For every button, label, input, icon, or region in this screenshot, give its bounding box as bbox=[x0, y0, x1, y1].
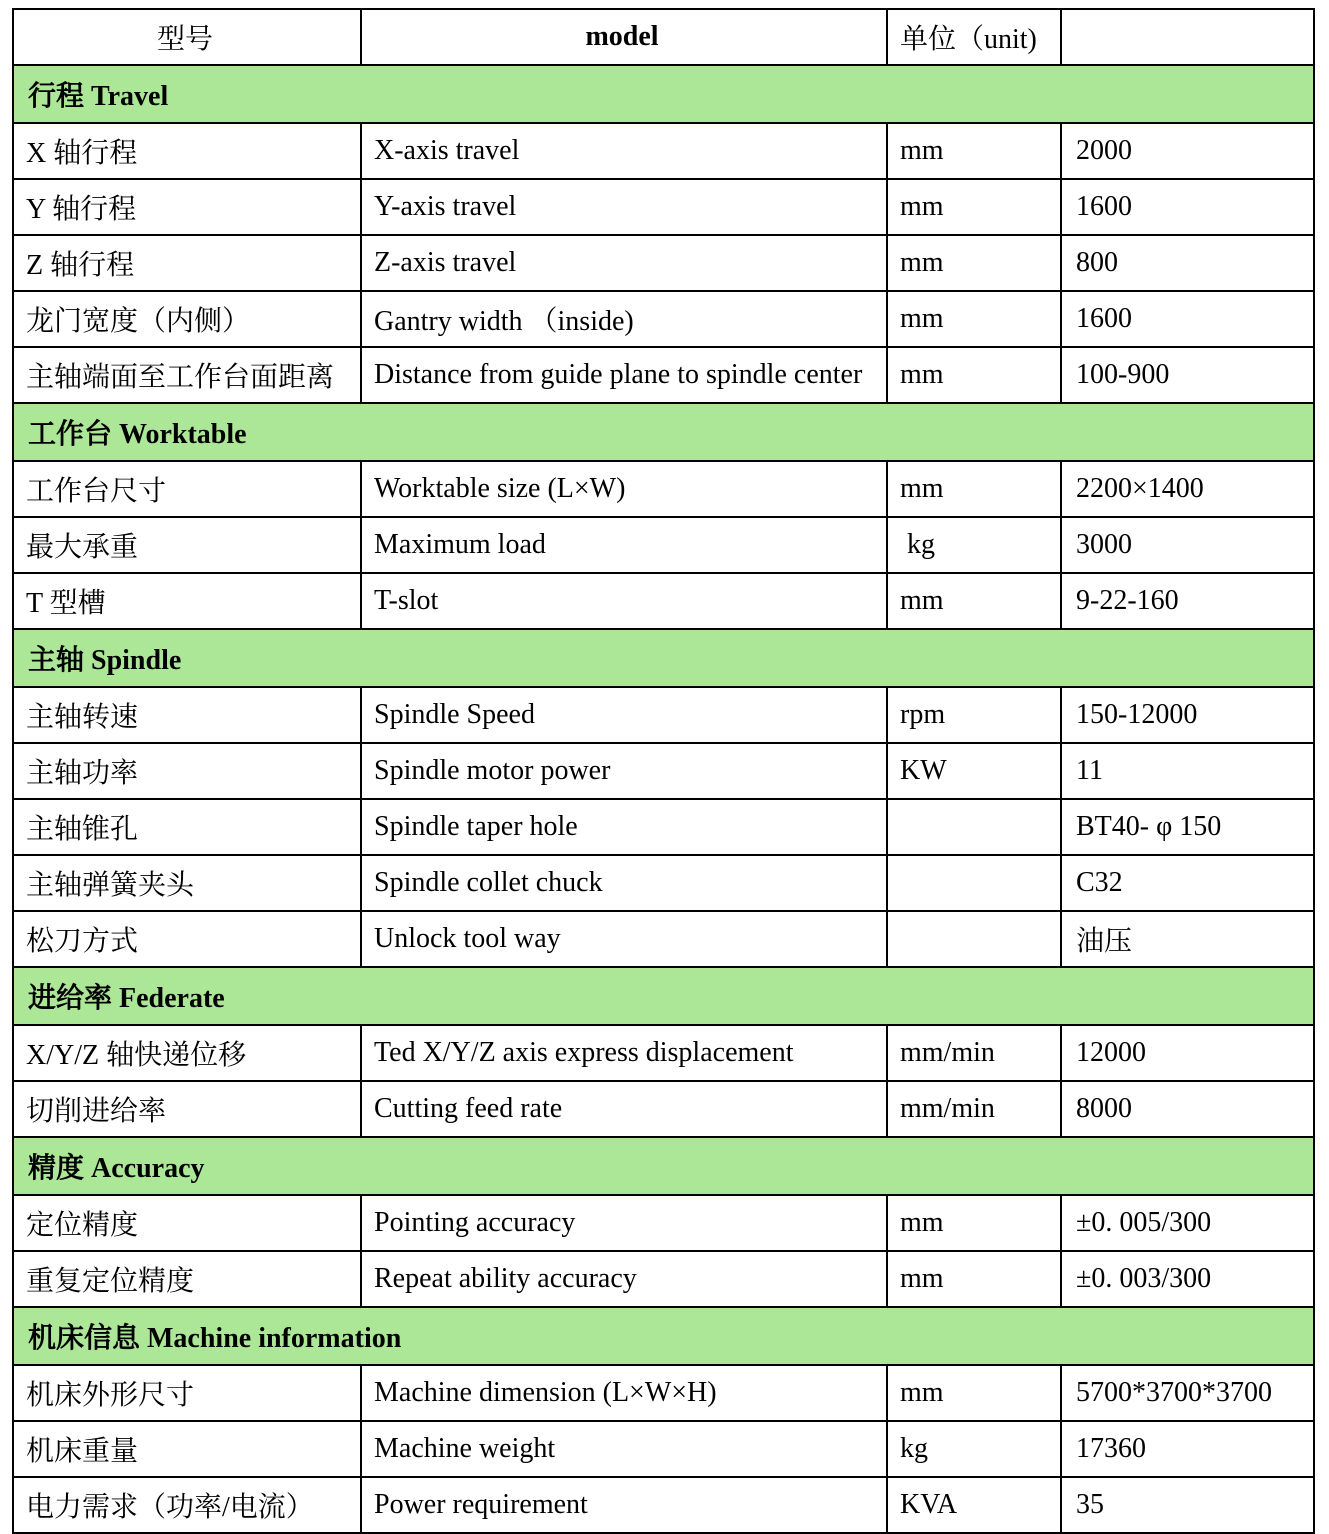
cell-name-cn: 龙门宽度（内侧） bbox=[13, 291, 361, 347]
cell-value: 35 bbox=[1061, 1477, 1314, 1533]
cell-name-cn: 松刀方式 bbox=[13, 911, 361, 967]
cell-name-en: Pointing accuracy bbox=[361, 1195, 887, 1251]
table-row bbox=[13, 179, 1314, 235]
cell-name-cn: 工作台尺寸 bbox=[13, 461, 361, 517]
cell-name-en: Cutting feed rate bbox=[361, 1081, 887, 1137]
cell-name-cn: 主轴弹簧夹头 bbox=[13, 855, 361, 911]
cell-unit: mm bbox=[887, 347, 1061, 403]
cell-value: C32 bbox=[1061, 855, 1314, 911]
section-header: 进给率 Federate bbox=[13, 967, 1314, 1025]
cell-name-cn: X/Y/Z 轴快递位移 bbox=[13, 1025, 361, 1081]
cell-value: 150-12000 bbox=[1061, 687, 1314, 743]
cell-value: 2000 bbox=[1061, 123, 1314, 179]
cell-unit: KVA bbox=[887, 1477, 1061, 1533]
table-row bbox=[13, 1081, 1314, 1137]
cell-unit: rpm bbox=[887, 687, 1061, 743]
cell-value: 800 bbox=[1061, 235, 1314, 291]
cell-name-en: T-slot bbox=[361, 573, 887, 629]
header-cell-unit: 单位（unit) bbox=[887, 9, 1061, 65]
table-row bbox=[13, 1025, 1314, 1081]
cell-name-en: Ted X/Y/Z axis express displacement bbox=[361, 1025, 887, 1081]
cell-name-en: Spindle motor power bbox=[361, 743, 887, 799]
cell-name-cn: 重复定位精度 bbox=[13, 1251, 361, 1307]
section-header: 主轴 Spindle bbox=[13, 629, 1314, 687]
cell-unit: mm bbox=[887, 179, 1061, 235]
cell-value: 2200×1400 bbox=[1061, 461, 1314, 517]
cell-unit bbox=[887, 855, 1061, 911]
section-row bbox=[13, 403, 1314, 461]
cell-unit: mm/min bbox=[887, 1025, 1061, 1081]
section-row bbox=[13, 967, 1314, 1025]
table-row bbox=[13, 1477, 1314, 1533]
table-row bbox=[13, 347, 1314, 403]
cell-value: 11 bbox=[1061, 743, 1314, 799]
table-row bbox=[13, 799, 1314, 855]
cell-unit bbox=[887, 799, 1061, 855]
cell-unit: mm/min bbox=[887, 1081, 1061, 1137]
table-row bbox=[13, 573, 1314, 629]
table-row bbox=[13, 461, 1314, 517]
section-row bbox=[13, 1307, 1314, 1365]
cell-unit: mm bbox=[887, 123, 1061, 179]
cell-unit: kg bbox=[887, 517, 1061, 573]
table-row bbox=[13, 235, 1314, 291]
cell-name-en: Machine weight bbox=[361, 1421, 887, 1477]
cell-value: BT40- φ 150 bbox=[1061, 799, 1314, 855]
cell-unit: mm bbox=[887, 461, 1061, 517]
cell-name-en: Distance from guide plane to spindle center bbox=[361, 347, 887, 403]
machine-spec-table bbox=[12, 8, 1315, 1534]
cell-name-cn: Y 轴行程 bbox=[13, 179, 361, 235]
cell-unit bbox=[887, 911, 1061, 967]
cell-value: ±0. 005/300 bbox=[1061, 1195, 1314, 1251]
cell-name-en: Unlock tool way bbox=[361, 911, 887, 967]
cell-name-en: Z-axis travel bbox=[361, 235, 887, 291]
cell-name-cn: 主轴端面至工作台面距离 bbox=[13, 347, 361, 403]
cell-name-cn: 主轴功率 bbox=[13, 743, 361, 799]
cell-unit: mm bbox=[887, 573, 1061, 629]
cell-name-cn: 机床重量 bbox=[13, 1421, 361, 1477]
table-row bbox=[13, 123, 1314, 179]
cell-unit: mm bbox=[887, 235, 1061, 291]
header-cell-model-cn: 型号 bbox=[13, 9, 361, 65]
header-row bbox=[13, 9, 1314, 65]
cell-name-cn: 机床外形尺寸 bbox=[13, 1365, 361, 1421]
cell-value: 9-22-160 bbox=[1061, 573, 1314, 629]
cell-name-en: Repeat ability accuracy bbox=[361, 1251, 887, 1307]
table-row bbox=[13, 1251, 1314, 1307]
section-header: 精度 Accuracy bbox=[13, 1137, 1314, 1195]
cell-name-en: Y-axis travel bbox=[361, 179, 887, 235]
cell-value: ±0. 003/300 bbox=[1061, 1251, 1314, 1307]
cell-name-en: Spindle collet chuck bbox=[361, 855, 887, 911]
cell-name-cn: 主轴锥孔 bbox=[13, 799, 361, 855]
header-cell-model-en: model bbox=[361, 9, 887, 65]
cell-value: 5700*3700*3700 bbox=[1061, 1365, 1314, 1421]
cell-name-cn: T 型槽 bbox=[13, 573, 361, 629]
cell-value: 12000 bbox=[1061, 1025, 1314, 1081]
section-row bbox=[13, 65, 1314, 123]
cell-name-cn: Z 轴行程 bbox=[13, 235, 361, 291]
section-header: 机床信息 Machine information bbox=[13, 1307, 1314, 1365]
cell-value: 100-900 bbox=[1061, 347, 1314, 403]
cell-unit: kg bbox=[887, 1421, 1061, 1477]
table-row bbox=[13, 687, 1314, 743]
cell-value: 3000 bbox=[1061, 517, 1314, 573]
header-cell-value bbox=[1061, 9, 1314, 65]
cell-name-cn: 定位精度 bbox=[13, 1195, 361, 1251]
table-row bbox=[13, 517, 1314, 573]
cell-name-cn: 电力需求（功率/电流） bbox=[13, 1477, 361, 1533]
table-row bbox=[13, 1365, 1314, 1421]
cell-name-en: Spindle Speed bbox=[361, 687, 887, 743]
table-row bbox=[13, 1421, 1314, 1477]
cell-name-cn: X 轴行程 bbox=[13, 123, 361, 179]
table-row bbox=[13, 1195, 1314, 1251]
cell-name-en: Maximum load bbox=[361, 517, 887, 573]
section-header: 工作台 Worktable bbox=[13, 403, 1314, 461]
cell-name-cn: 主轴转速 bbox=[13, 687, 361, 743]
section-header: 行程 Travel bbox=[13, 65, 1314, 123]
section-row bbox=[13, 1137, 1314, 1195]
cell-value: 17360 bbox=[1061, 1421, 1314, 1477]
cell-unit: mm bbox=[887, 1251, 1061, 1307]
cell-name-en: Spindle taper hole bbox=[361, 799, 887, 855]
cell-value: 油压 bbox=[1061, 911, 1314, 967]
cell-name-cn: 最大承重 bbox=[13, 517, 361, 573]
cell-unit: mm bbox=[887, 1365, 1061, 1421]
table-row bbox=[13, 911, 1314, 967]
cell-name-en: Power requirement bbox=[361, 1477, 887, 1533]
cell-name-en: Gantry width （inside) bbox=[361, 291, 887, 347]
section-row bbox=[13, 629, 1314, 687]
cell-name-en: Machine dimension (L×W×H) bbox=[361, 1365, 887, 1421]
cell-unit: mm bbox=[887, 291, 1061, 347]
cell-value: 1600 bbox=[1061, 291, 1314, 347]
table-row bbox=[13, 291, 1314, 347]
cell-unit: KW bbox=[887, 743, 1061, 799]
cell-value: 8000 bbox=[1061, 1081, 1314, 1137]
cell-name-en: Worktable size (L×W) bbox=[361, 461, 887, 517]
table-row bbox=[13, 743, 1314, 799]
cell-name-cn: 切削进给率 bbox=[13, 1081, 361, 1137]
cell-name-en: X-axis travel bbox=[361, 123, 887, 179]
cell-unit: mm bbox=[887, 1195, 1061, 1251]
table-row bbox=[13, 855, 1314, 911]
cell-value: 1600 bbox=[1061, 179, 1314, 235]
